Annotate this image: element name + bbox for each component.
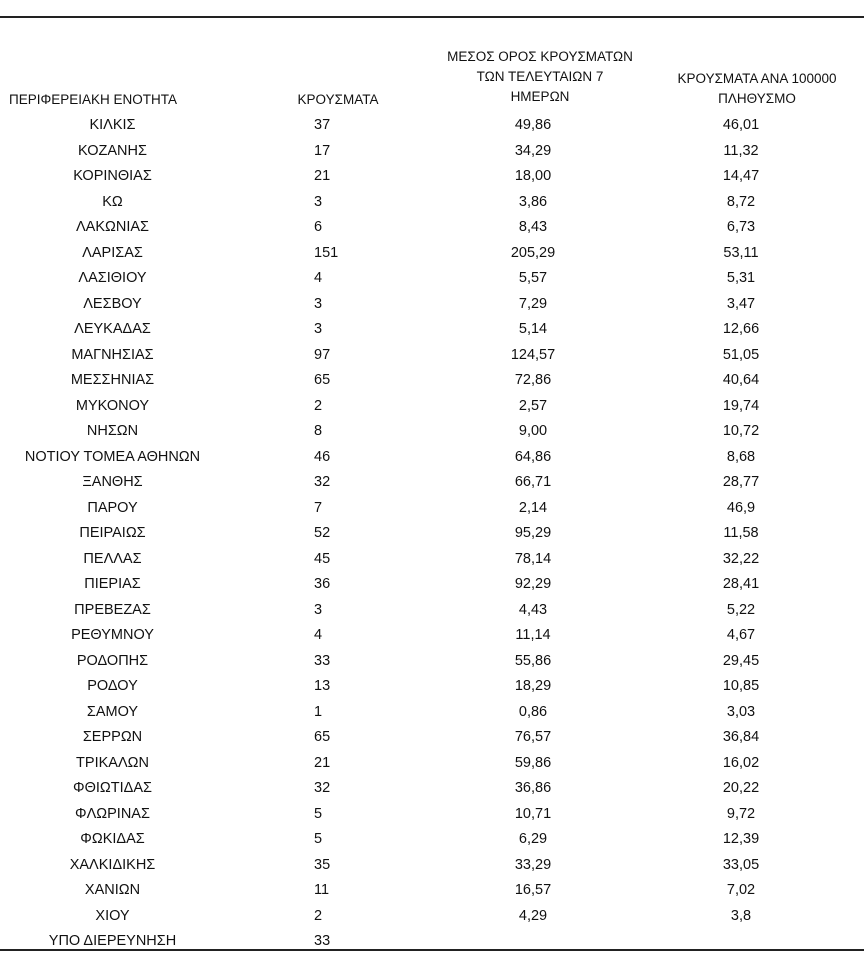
cases-cell: 1	[314, 703, 323, 720]
table-row	[0, 292, 868, 318]
cases-per-100k-cell: 9,72	[726, 805, 756, 822]
cases-per-100k-cell: 12,66	[722, 321, 760, 337]
header-cases: ΚΡΟΥΣΜΑΤΑ	[297, 92, 379, 107]
cases-per-100k-cell: 10,85	[722, 678, 760, 694]
table-row	[0, 649, 868, 675]
seven-day-average-cell: 64,86	[514, 448, 552, 465]
cases-per-100k-cell: 8,72	[726, 193, 756, 210]
table-row	[0, 241, 868, 267]
cases-cell: 65	[314, 372, 331, 388]
table-row	[0, 470, 868, 496]
cases-per-100k-cell: 33,05	[722, 856, 760, 873]
cases-per-100k-cell: 19,74	[722, 397, 760, 414]
table-row	[0, 802, 868, 828]
cases-cell: 2	[314, 907, 323, 924]
cases-cell: 2	[314, 397, 323, 414]
cases-cell: 32	[314, 474, 331, 490]
seven-day-average-cell: 4,29	[518, 907, 548, 924]
region-cell: ΡΟΔΟΠΗΣ	[76, 652, 149, 669]
table-row	[0, 445, 868, 471]
table-body	[0, 113, 868, 955]
cases-cell: 36	[314, 576, 331, 592]
region-cell: ΛΑΚΩΝΙΑΣ	[75, 219, 149, 235]
cases-per-100k-cell: 12,39	[722, 831, 760, 847]
cases-per-100k-cell: 11,32	[723, 142, 759, 159]
region-cell: ΛΑΡΙΣΑΣ	[82, 244, 143, 261]
table-row	[0, 623, 868, 649]
region-cell: ΚΟΖΑΝΗΣ	[78, 142, 147, 159]
region-cell: ΤΡΙΚΑΛΩΝ	[76, 754, 149, 771]
cases-per-100k-cell: 32,22	[722, 550, 760, 567]
cases-per-100k-cell: 46,01	[722, 117, 760, 133]
header-avg-line-2: ΤΩΝ ΤΕΛΕΥΤΑΙΩΝ 7	[476, 69, 604, 84]
region-cell: ΛΑΣΙΘΙΟΥ	[78, 270, 147, 286]
seven-day-average-cell: 59,86	[514, 754, 552, 771]
cases-cell: 3	[314, 193, 323, 210]
seven-day-average-cell: 16,57	[514, 882, 552, 898]
table-row	[0, 776, 868, 802]
seven-day-average-cell: 78,14	[514, 550, 552, 567]
seven-day-average-cell: 7,29	[518, 295, 548, 312]
cases-cell: 3	[314, 295, 323, 312]
cases-cell: 3	[314, 601, 323, 618]
seven-day-average-cell: 5,14	[518, 321, 548, 337]
table-row	[0, 419, 868, 445]
cases-per-100k-cell: 8,68	[726, 448, 756, 465]
region-cell: ΝΗΣΩΝ	[86, 423, 139, 439]
cases-cell: 6	[314, 219, 323, 235]
table-row	[0, 215, 868, 241]
region-cell: ΥΠΟ ΔΙΕΡΕΥΝΗΣΗ	[48, 933, 177, 949]
cases-per-100k-cell: 3,8	[730, 907, 752, 924]
seven-day-average-cell: 49,86	[514, 117, 552, 133]
cases-per-100k-cell: 36,84	[722, 729, 760, 745]
table-row	[0, 751, 868, 777]
cases-cell: 33	[314, 933, 331, 949]
table-row	[0, 547, 868, 573]
cases-per-100k-cell: 3,03	[726, 703, 756, 720]
cases-per-100k-cell: 5,22	[726, 601, 756, 618]
seven-day-average-cell: 3,86	[518, 193, 548, 210]
seven-day-average-cell: 66,71	[514, 474, 552, 490]
table-row	[0, 317, 868, 343]
cases-cell: 97	[314, 346, 331, 363]
region-cell: ΧΙΟΥ	[95, 907, 130, 924]
region-cell: ΠΑΡΟΥ	[87, 499, 138, 516]
cases-per-100k-cell: 16,02	[722, 754, 760, 771]
seven-day-average-cell: 8,43	[518, 219, 548, 235]
seven-day-average-cell: 72,86	[514, 372, 552, 388]
cases-cell: 32	[314, 780, 331, 796]
cases-cell: 37	[314, 117, 331, 133]
region-cell: ΚΟΡΙΝΘΙΑΣ	[73, 168, 152, 184]
region-cell: ΠΡΕΒΕΖΑΣ	[74, 601, 151, 618]
cases-cell: 11	[314, 882, 330, 898]
seven-day-average-cell: 18,00	[514, 168, 552, 184]
table-row	[0, 368, 868, 394]
cases-cell: 52	[314, 525, 331, 541]
seven-day-average-cell: 95,29	[514, 525, 552, 541]
header-seven-day-average	[420, 47, 660, 107]
region-cell: ΜΑΓΝΗΣΙΑΣ	[71, 346, 154, 363]
region-cell: ΣΑΜΟΥ	[86, 703, 139, 720]
table-row	[0, 725, 868, 751]
table-row	[0, 139, 868, 165]
header-per-line-1: ΚΡΟΥΣΜΑΤΑ ΑΝΑ 100000	[677, 71, 837, 86]
region-cell: ΡΟΔΟΥ	[87, 678, 138, 694]
cases-per-100k-cell: 29,45	[722, 652, 760, 669]
region-cell: ΦΩΚΙΔΑΣ	[80, 831, 145, 847]
cases-cell: 21	[314, 754, 331, 771]
cases-cell: 65	[314, 729, 331, 745]
cases-per-100k-cell: 7,02	[726, 882, 756, 898]
cases-cell: 21	[314, 168, 331, 184]
cases-cell: 7	[314, 499, 323, 516]
seven-day-average-cell: 55,86	[514, 652, 552, 669]
region-cell: ΛΕΥΚΑΔΑΣ	[74, 321, 151, 337]
table-row	[0, 521, 868, 547]
table-row	[0, 827, 868, 853]
header-avg-line-3: ΗΜΕΡΩΝ	[510, 89, 570, 104]
cases-cell: 46	[314, 448, 331, 465]
region-cell: ΠΙΕΡΙΑΣ	[84, 576, 141, 592]
table-row	[0, 266, 868, 292]
table-row	[0, 113, 868, 139]
region-cell: ΚΩ	[102, 193, 123, 210]
table-row	[0, 598, 868, 624]
header-region: ΠΕΡΙΦΕΡΕΙΑΚΗ ΕΝΟΤΗΤΑ	[9, 92, 178, 107]
region-cell: ΦΘΙΩΤΙΔΑΣ	[73, 780, 152, 796]
cases-cell: 151	[314, 244, 339, 261]
header-cases-per-100k	[646, 69, 868, 109]
cases-per-100k-cell: 40,64	[722, 372, 760, 388]
cases-cell: 8	[314, 423, 323, 439]
table-row	[0, 190, 868, 216]
table-row	[0, 164, 868, 190]
cases-cell: 45	[314, 550, 331, 567]
seven-day-average-cell: 2,14	[518, 499, 548, 516]
table-row	[0, 394, 868, 420]
cases-cell: 3	[314, 321, 323, 337]
cases-per-100k-cell: 11,58	[723, 525, 759, 541]
table-row	[0, 904, 868, 930]
table-row	[0, 343, 868, 369]
seven-day-average-cell: 4,43	[518, 601, 548, 618]
seven-day-average-cell: 6,29	[518, 831, 548, 847]
region-cell: ΞΑΝΘΗΣ	[82, 474, 143, 490]
table-row	[0, 496, 868, 522]
cases-per-100k-cell: 28,77	[722, 474, 760, 490]
cases-per-100k-cell: 46,9	[726, 499, 756, 516]
region-cell: ΡΕΘΥΜΝΟΥ	[71, 627, 154, 643]
cases-cell: 35	[314, 856, 331, 873]
seven-day-average-cell: 124,57	[510, 346, 556, 363]
table-row	[0, 572, 868, 598]
seven-day-average-cell: 2,57	[518, 397, 548, 414]
cases-cell: 4	[314, 627, 323, 643]
region-cell: ΚΙΛΚΙΣ	[89, 117, 136, 133]
cases-per-100k-cell: 3,47	[726, 295, 756, 312]
table-row	[0, 878, 868, 904]
cases-per-100k-cell: 14,47	[722, 168, 760, 184]
seven-day-average-cell: 11,14	[515, 627, 551, 643]
seven-day-average-cell: 33,29	[514, 856, 552, 873]
region-cell: ΣΕΡΡΩΝ	[82, 729, 143, 745]
cases-per-100k-cell: 6,73	[726, 219, 756, 235]
region-cell: ΝΟΤΙΟΥ ΤΟΜΕΑ ΑΘΗΝΩΝ	[24, 448, 201, 465]
bottom-rule	[0, 949, 864, 951]
cases-cell: 5	[314, 805, 323, 822]
cases-per-100k-cell: 4,67	[726, 627, 756, 643]
cases-per-100k-cell: 53,11	[723, 244, 759, 261]
table-row	[0, 674, 868, 700]
region-cell: ΠΕΛΛΑΣ	[83, 550, 142, 567]
region-cell: ΛΕΣΒΟΥ	[83, 295, 142, 312]
cases-per-100k-cell: 28,41	[722, 576, 760, 592]
seven-day-average-cell: 34,29	[514, 142, 552, 159]
table-row	[0, 700, 868, 726]
table-header	[0, 40, 868, 112]
region-cell: ΦΛΩΡΙΝΑΣ	[75, 805, 150, 822]
cases-per-100k-cell: 20,22	[722, 780, 760, 796]
seven-day-average-cell: 76,57	[514, 729, 552, 745]
region-cell: ΜΕΣΣΗΝΙΑΣ	[70, 372, 155, 388]
cases-per-100k-cell: 5,31	[726, 270, 756, 286]
cases-cell: 33	[314, 652, 331, 669]
region-cell: ΠΕΙΡΑΙΩΣ	[79, 525, 146, 541]
cases-per-100k-cell: 10,72	[722, 423, 760, 439]
region-cell: ΜΥΚΟΝΟΥ	[75, 397, 150, 414]
cases-cell: 13	[314, 678, 331, 694]
seven-day-average-cell: 205,29	[510, 244, 556, 261]
region-cell: ΧΑΛΚΙΔΙΚΗΣ	[69, 856, 156, 873]
seven-day-average-cell: 92,29	[514, 576, 552, 592]
cases-per-100k-cell: 51,05	[722, 346, 760, 363]
seven-day-average-cell: 0,86	[518, 703, 548, 720]
seven-day-average-cell: 18,29	[514, 678, 552, 694]
cases-cell: 5	[314, 831, 323, 847]
seven-day-average-cell: 5,57	[518, 270, 548, 286]
top-rule	[0, 16, 864, 18]
cases-cell: 17	[314, 142, 331, 159]
cases-cell: 4	[314, 270, 323, 286]
seven-day-average-cell: 9,00	[518, 423, 548, 439]
seven-day-average-cell: 10,71	[514, 805, 552, 822]
seven-day-average-cell: 36,86	[514, 780, 552, 796]
region-cell: ΧΑΝΙΩΝ	[84, 882, 141, 898]
table-row	[0, 853, 868, 879]
header-avg-line-1: ΜΕΣΟΣ ΟΡΟΣ ΚΡΟΥΣΜΑΤΩΝ	[447, 49, 633, 64]
header-per-line-2: ΠΛΗΘΥΣΜΟ	[718, 91, 796, 106]
